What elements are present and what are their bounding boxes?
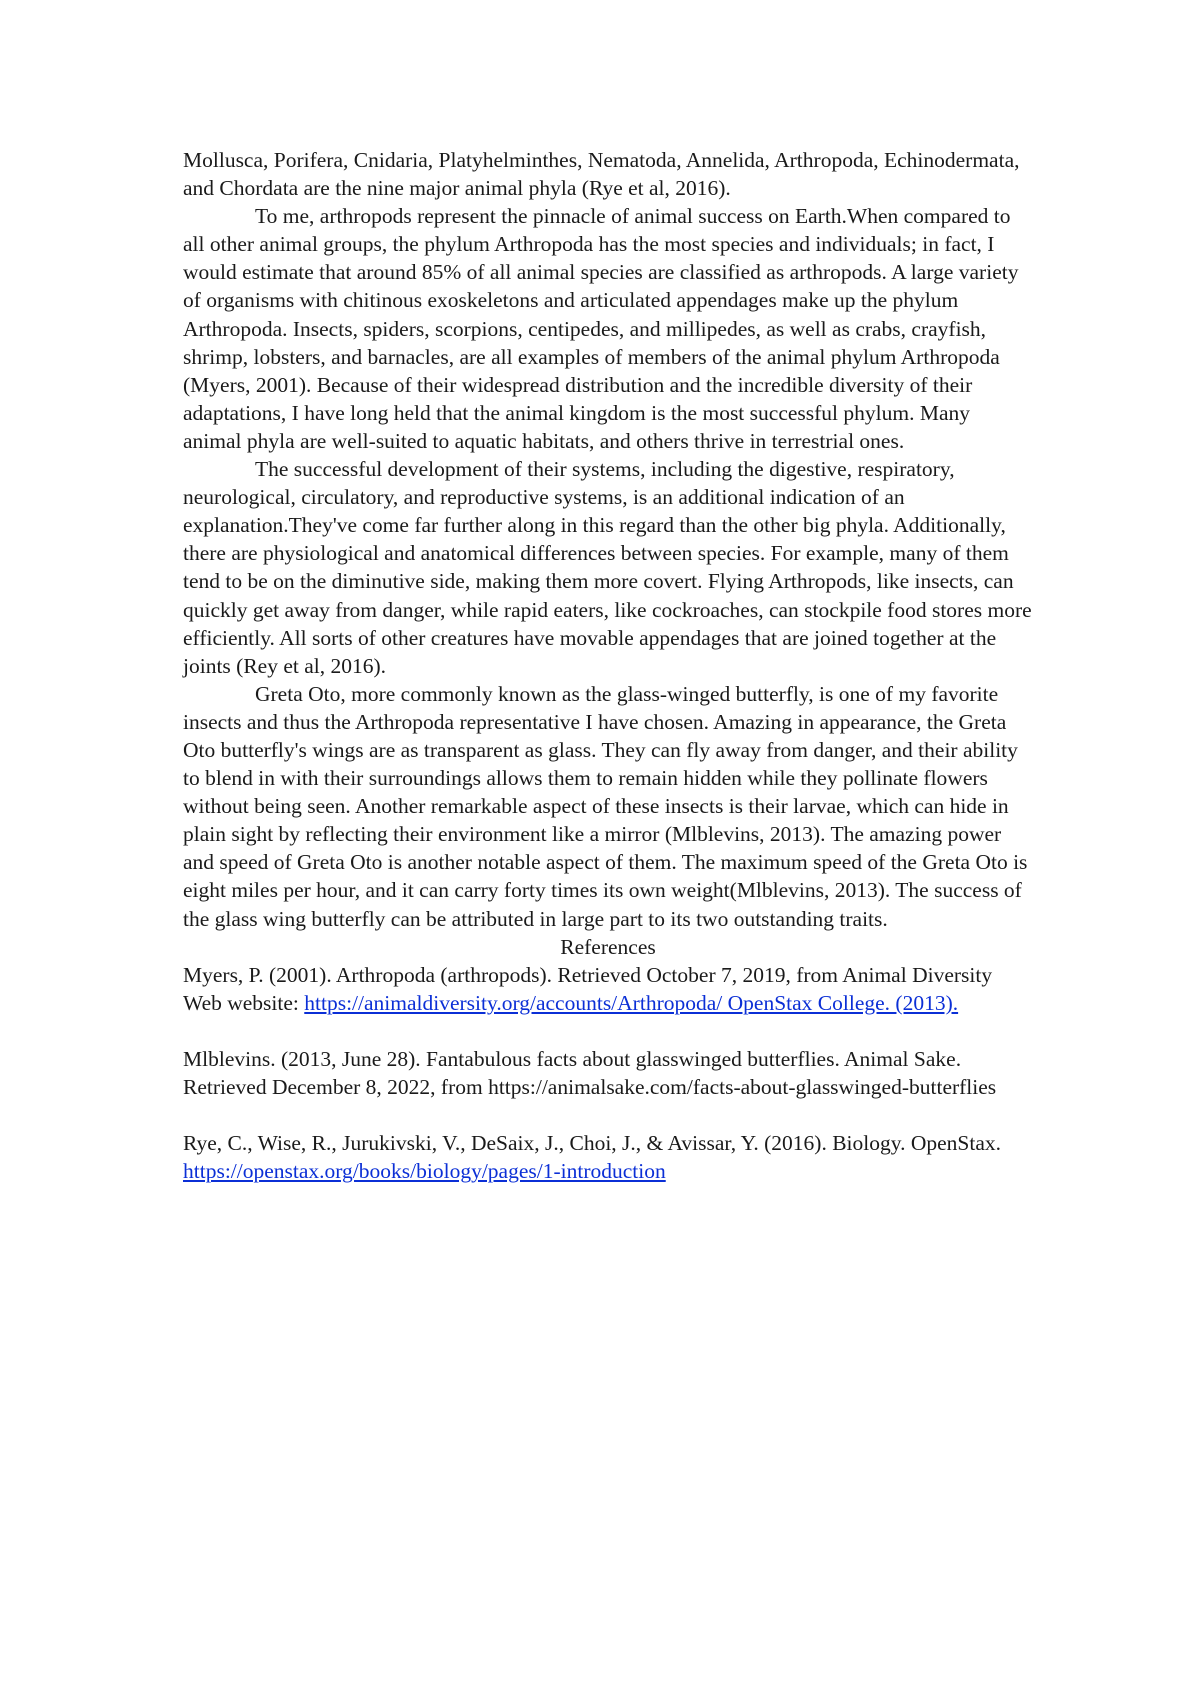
paragraph-phyla-intro: Mollusca, Porifera, Cnidaria, Platyhelminthes, Nematoda, Annelida, Arthropoda, Echinodermata, and Chordata are the nine major animal phyla (Rye et al, 2016).: [183, 148, 1020, 201]
reference-rye: [183, 1129, 1033, 1185]
document-page: [183, 146, 1033, 1213]
reference-myers-text: Myers, P. (2001). Arthropoda (arthropods). Retrieved October 7, 2019, from Animal Diversity Web website:: [183, 962, 993, 1015]
paragraph-greta-oto: Greta Oto, more commonly known as the glass-winged butterfly, is one of my favorite insects and thus the Arthropoda representative I have chosen. Amazing in appearance, the Greta Oto butterfly's wings are as transparent as glass. They can fly away from danger, and their ability to blend in with their surroundings allows them to remain hidden while they pollinate flowers without being seen. Another remarkable aspect of these insects is their larvae, which can hide in plain sight by reflecting their environment like a mirror (Mlblevins, 2013). The amazing power and speed of Greta Oto is another notable aspect of them. The maximum speed of the Greta Oto is eight miles per hour, and it can carry forty times its own weight(Mlblevins, 2013). The success of the glass wing butterfly can be attributed in large part to its two outstanding traits.: [183, 681, 1028, 931]
reference-myers-link[interactable]: https://animaldiversity.org/accounts/Arthropoda/ OpenStax College. (2013).: [304, 990, 959, 1015]
references-heading: References: [560, 934, 656, 959]
reference-rye-text: Rye, C., Wise, R., Jurukivski, V., DeSaix, J., Choi, J., & Avissar, Y. (2016). Biology. OpenStax.: [183, 1131, 1002, 1156]
paragraph-systems-development: The successful development of their systems, including the digestive, respiratory, neurological, circulatory, and reproductive systems, is an additional indication of an explanation.They've come far further along in this regard than the other big phyla. Additionally, there are physiological and anatomical differences between species. For example, many of them tend to be on the diminutive side, making them more covert. Flying Arthropods, like insects, can quickly get away from danger, while rapid eaters, like cockroaches, can stockpile food stores more efficiently. All sorts of other creatures have movable appendages that are joined together at the joints (Rey et al, 2016).: [183, 457, 1032, 678]
reference-rye-link[interactable]: https://openstax.org/books/biology/pages/1-introduction: [183, 1159, 666, 1184]
reference-myers: [183, 961, 1033, 1017]
reference-mlblevins: Mlblevins. (2013, June 28). Fantabulous facts about glasswinged butterflies. Animal Sake. Retrieved December 8, 2022, from https://animalsake.com/facts-about-glasswinged-butterflies: [183, 1046, 997, 1099]
paragraph-arthropod-success: To me, arthropods represent the pinnacle of animal success on Earth.When compared to all other animal groups, the phylum Arthropoda has the most species and individuals; in fact, I would estimate that around 85% of all animal species are classified as arthropods. A large variety of organisms with chitinous exoskeletons and articulated appendages make up the phylum Arthropoda. Insects, spiders, scorpions, centipedes, and millipedes, as well as crabs, crayfish, shrimp, lobsters, and barnacles, are all examples of members of the animal phylum Arthropoda (Myers, 2001). Because of their widespread distribution and the incredible diversity of their adaptations, I have long held that the animal kingdom is the most successful phylum. Many animal phyla are well-suited to aquatic habitats, and others thrive in terrestrial ones.: [183, 204, 1019, 453]
